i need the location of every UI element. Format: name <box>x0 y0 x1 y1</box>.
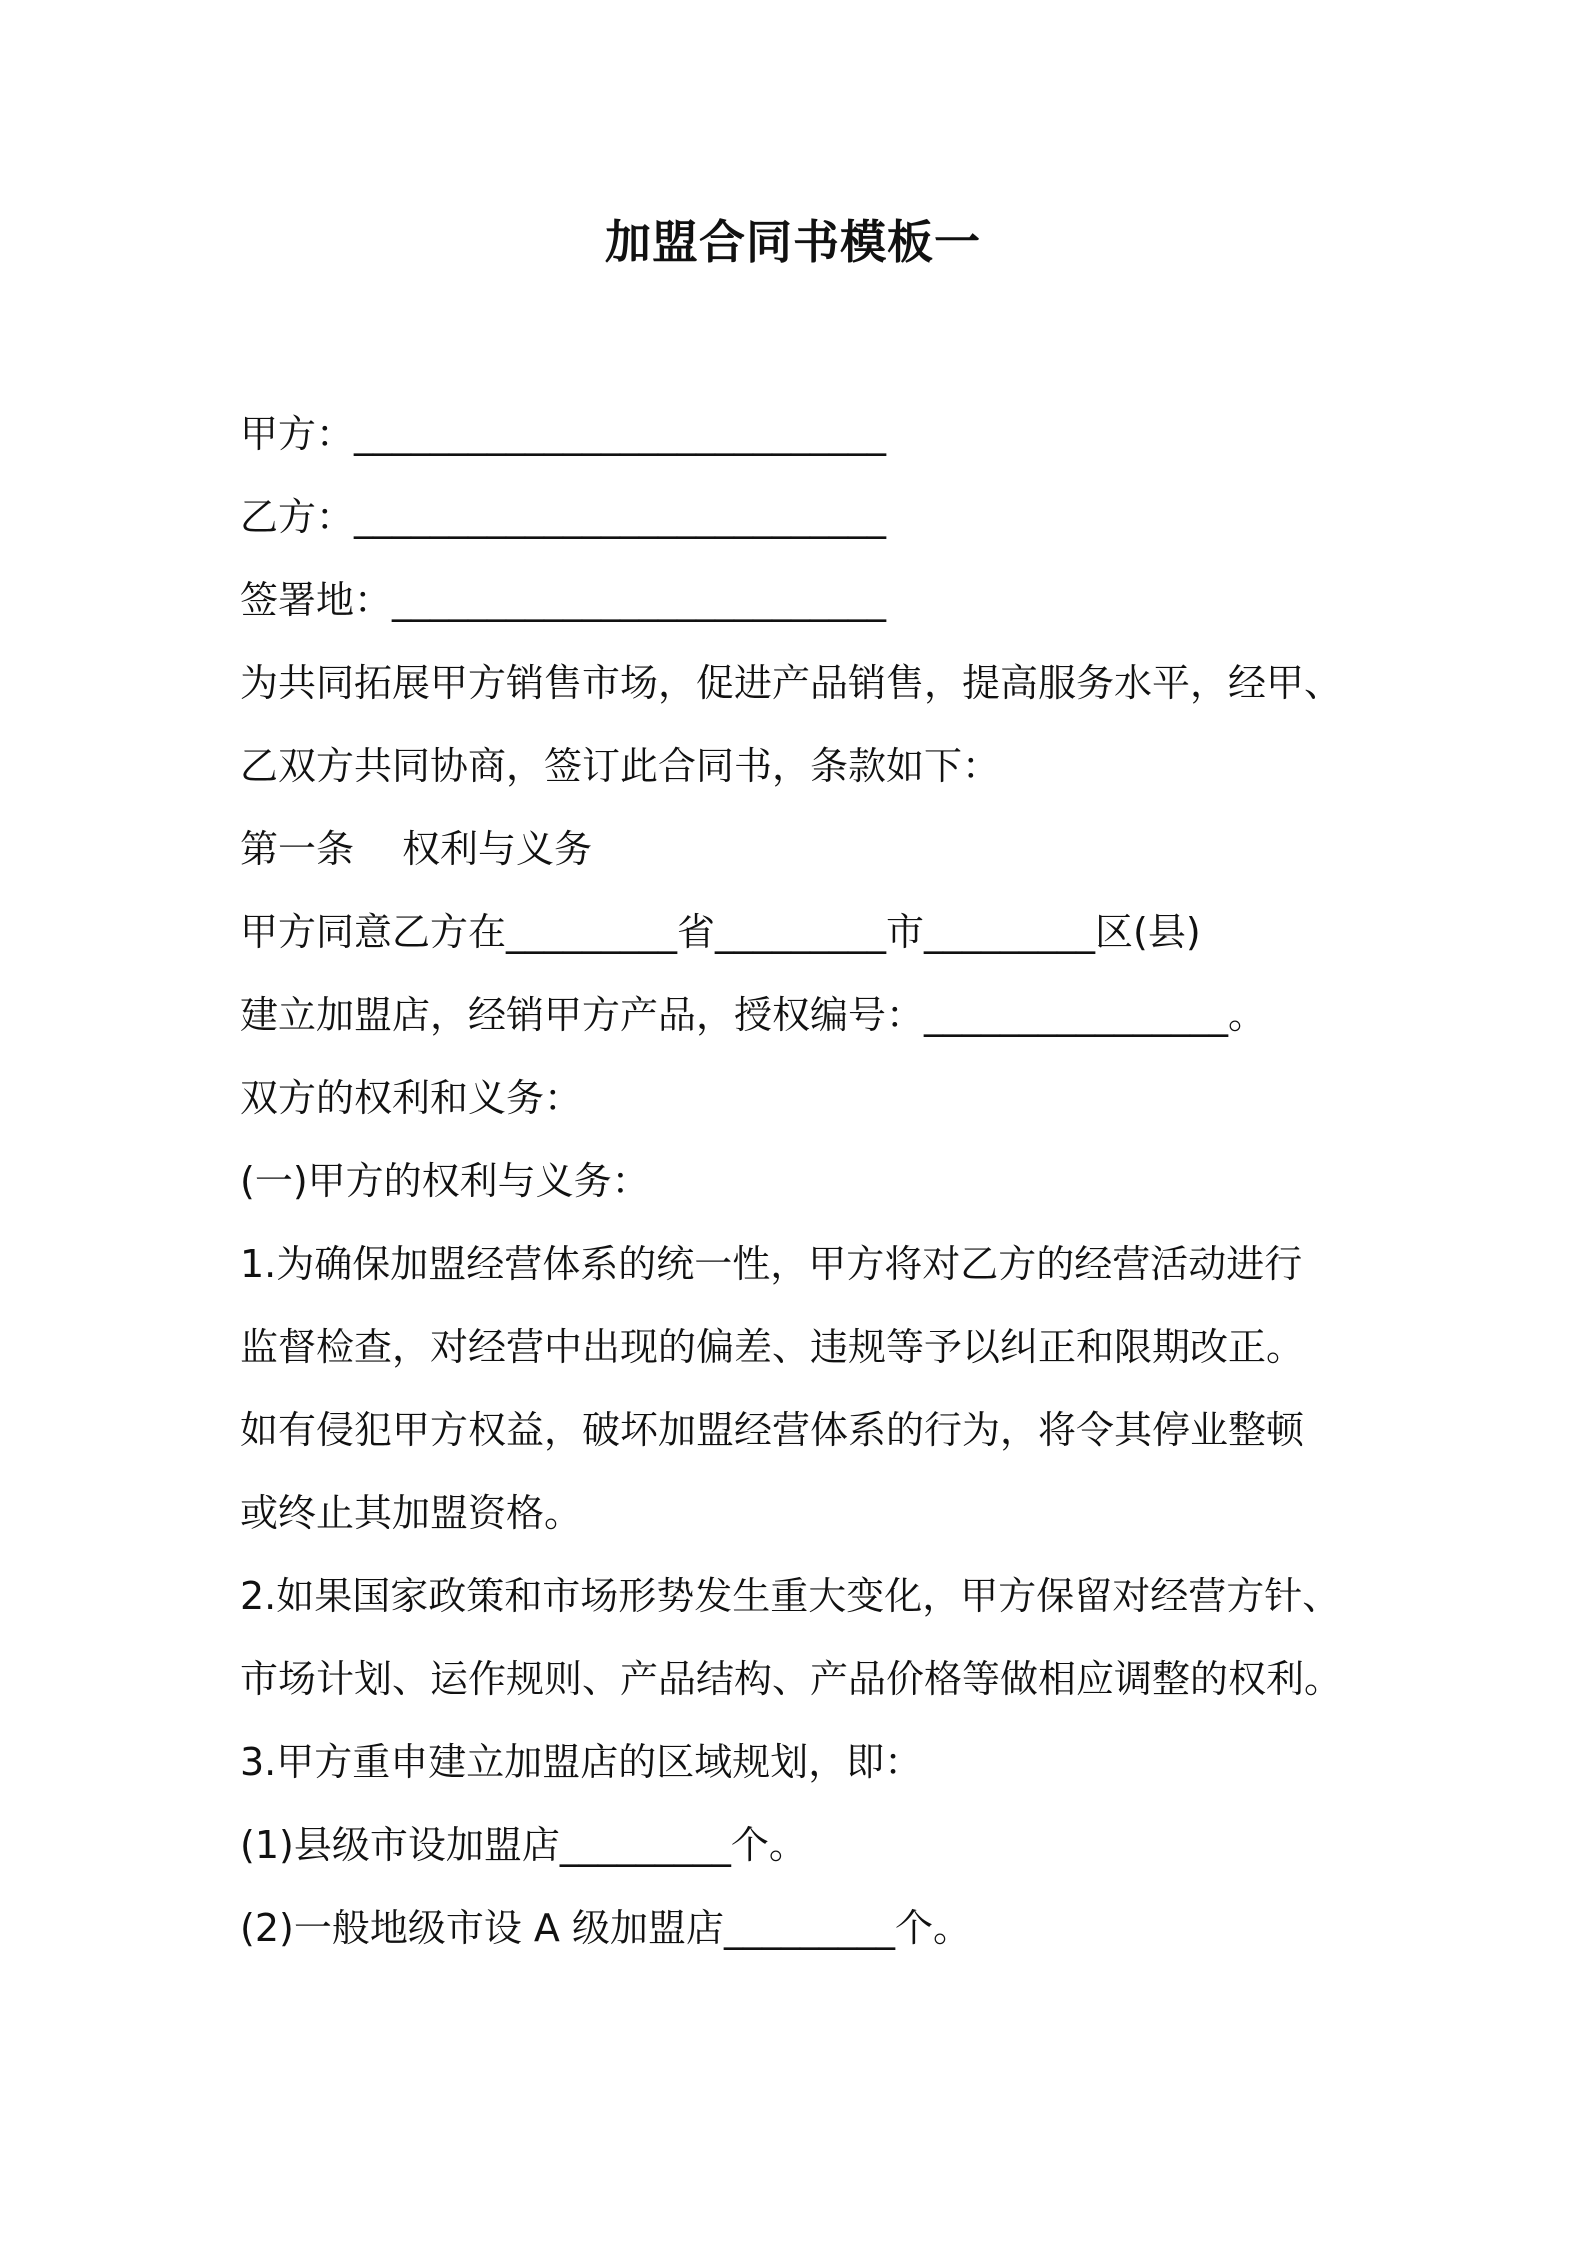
clause-1-line-1: 1.为确保加盟经营体系的统一性，甲方将对乙方的经营活动进行 <box>240 1242 1303 1286</box>
clause-2-line-1: 2.如果国家政策和市场形势发生重大变化，甲方保留对经营方针、 <box>240 1574 1341 1618</box>
article-1-title: 权利与义务 <box>402 827 593 871</box>
clause-3-line: 3.甲方重申建立加盟店的区域规划，即： <box>240 1740 923 1784</box>
rights-duties-heading: 双方的权利和义务： <box>240 1076 583 1120</box>
article-1-heading <box>240 819 1390 902</box>
signing-place-line: 签署地：__________________________ <box>240 578 887 622</box>
location-line: 甲方同意乙方在_________省_________市_________区(县) <box>240 910 1201 954</box>
clause-1-line-3: 如有侵犯甲方权益，破坏加盟经营体系的行为，将令其停业整顿 <box>240 1408 1305 1452</box>
sub-clause-2-line: (2)一般地级市设 A 级加盟店_________个。 <box>240 1906 971 1950</box>
party-a-line: 甲方：____________________________ <box>240 412 887 456</box>
clause-1-line-4: 或终止其加盟资格。 <box>240 1491 583 1535</box>
party-a-rights-heading: (一)甲方的权利与义务： <box>240 1159 650 1203</box>
document-body <box>240 404 1390 1981</box>
party-b-line: 乙方：____________________________ <box>240 495 887 539</box>
authorization-line: 建立加盟店，经销甲方产品，授权编号：________________。 <box>240 993 1267 1037</box>
preamble-line-2: 乙双方共同协商，签订此合同书，条款如下： <box>240 744 1001 788</box>
sub-clause-1-line: (1)县级市设加盟店_________个。 <box>240 1823 807 1867</box>
clause-1-line-2: 监督检查，对经营中出现的偏差、违规等予以纠正和限期改正。 <box>240 1325 1305 1369</box>
document-title: 加盟合同书模板一 <box>605 215 981 269</box>
preamble-line-1: 为共同拓展甲方销售市场，促进产品销售，提高服务水平，经甲、 <box>240 661 1343 705</box>
clause-2-line-2: 市场计划、运作规则、产品结构、产品价格等做相应调整的权利。 <box>240 1657 1343 1701</box>
article-1-number: 第一条 <box>240 827 355 871</box>
